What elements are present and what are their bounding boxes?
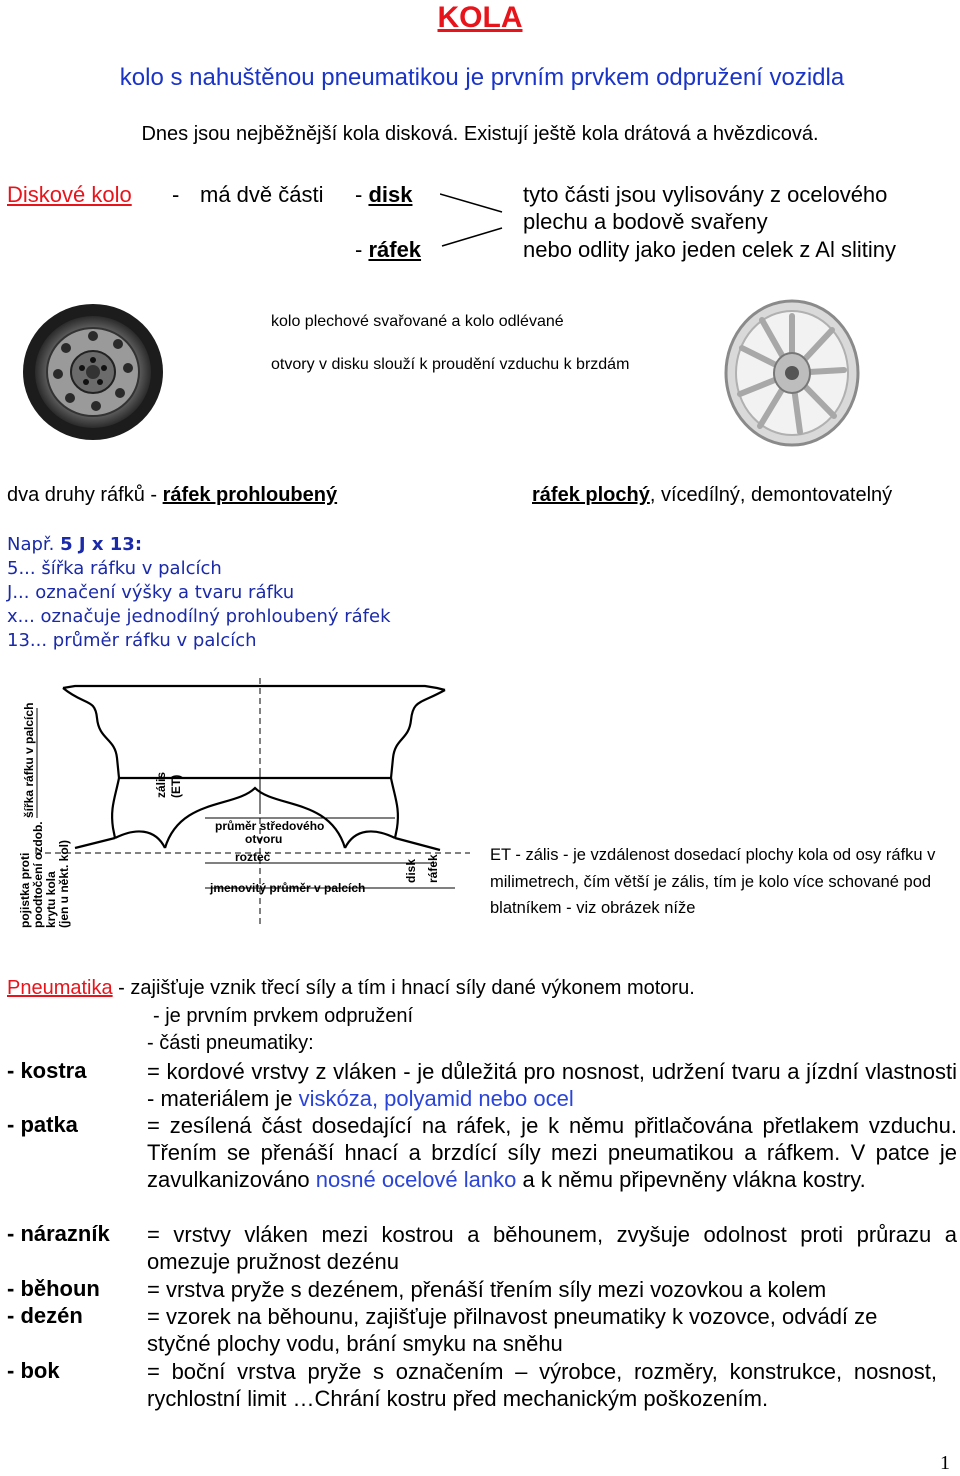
label-rafek: ráfek — [426, 854, 440, 883]
example-colon: : — [134, 534, 143, 555]
tyre-intro — [7, 976, 957, 1000]
rim-types-lead: dva druhy ráfků - — [7, 484, 163, 506]
part-label-naraznik: - nárazník — [7, 1221, 110, 1246]
part-def-behoun: = vrstva pryže s dezénem, přenáší třením síly mezi vozovkou a kolem — [147, 1277, 827, 1302]
label-safety-4: (jen u někt. kol) — [57, 839, 71, 928]
part-def-patka: = zesílená část dosedající na ráfek, je k němu přitlačována přetlakem vzduchu. Třením se přenáší hnací a brzdící síly mezi pneumatikou a ráfkem. V patce je zavulkanizováno nosné ocelové lanko a k němu připevněny vlákna kostry. — [147, 1113, 957, 1192]
page-title: KOLA — [437, 1, 523, 34]
tyre-line-3: - části pneumatiky: — [147, 1032, 314, 1054]
example-heading — [7, 533, 391, 557]
part-disk-label: disk — [368, 182, 413, 207]
example-line: x... označuje jednodílný prohloubený ráfek — [7, 606, 391, 627]
label-bolt-circle: rozteč — [235, 850, 271, 864]
steel-wheel-image — [18, 300, 168, 445]
example-line: J... označení výšky a tvaru ráfku — [7, 582, 295, 603]
example-line: 13... průměr ráfku v palcích — [7, 630, 257, 651]
example-lead: Např. — [7, 534, 61, 555]
part-def-kostra: = kordové vrstvy z vláken - je důležitá pro nosnost, udržení tvaru a jízdní vlastnosti - materiálem je viskóza, polyamid nebo ocel — [147, 1059, 957, 1111]
label-disk: disk — [404, 858, 418, 883]
part-label-behoun: - běhoun — [7, 1276, 100, 1301]
page-number: 1 — [940, 1452, 950, 1474]
tyre-line-1: - zajišťuje vznik třecí síly a tím i hnací síly dané výkonem motoru. — [112, 977, 695, 999]
disc-desc-3: nebo odlity jako jeden celek z Al slitiny — [523, 237, 896, 262]
label-safety-1: pojistka proti — [18, 852, 32, 928]
tyre-term: Pneumatika — [7, 977, 113, 999]
page-subtitle: kolo s nahuštěnou pneumatikou je prvním prvkem odpružení vozidla — [119, 64, 845, 91]
part-def-bok: = boční vrstva pryže s označením – výrobce, rozměry, konstrukce, nosnost, rychlostní limit …Chrání kostru před mechanickým poškozením. — [147, 1359, 937, 1411]
label-nominal-diameter: jmenovitý průměr v palcích — [210, 881, 366, 895]
label-safety-3: krytu kola — [44, 871, 58, 928]
intro-text: Dnes jsou nejběžnější kola disková. Existují ještě kola drátová a hvězdicová. — [141, 123, 819, 145]
connector-lines — [440, 192, 510, 252]
part-label-kostra: - kostra — [7, 1058, 87, 1083]
rim-type-flat-rest: , vícedílný, demontovatelný — [649, 484, 893, 506]
part-label-bok: - bok — [7, 1358, 60, 1383]
rim-type-deep: ráfek prohloubený — [162, 484, 338, 506]
disc-desc-1: tyto části jsou vylisovány z ocelového — [523, 182, 888, 207]
label-center-bore: průměr středového — [215, 819, 325, 833]
rim-type-flat: ráfek plochý — [532, 484, 650, 506]
part-rafek — [355, 236, 421, 263]
label-rim-width: šířka ráfku v palcích — [22, 702, 36, 818]
label-offset: zális — [154, 771, 168, 798]
alloy-wheel-image — [722, 298, 862, 448]
wheel-caption-1: kolo plechové svařované a kolo odlévané — [271, 313, 564, 330]
label-offset-et: (ET) — [169, 774, 183, 798]
rim-types-line — [7, 483, 337, 507]
tyre-line-2: - je prvním prvkem odpružení — [153, 1005, 414, 1027]
example-code: 5 J x 13 — [60, 534, 135, 555]
label-safety-2: poodtočení ozdob. — [31, 821, 45, 928]
part-rafek-label: ráfek — [368, 237, 422, 262]
part-def-naraznik: = vrstvy vláken mezi kostrou a běhounem, zvyšuje odolnost proti průrazu a omezuje pružnost dezénu — [147, 1222, 957, 1274]
part-def-dezen: = vzorek na běhounu, zajišťuje přilnavost pneumatiky k vozovce, odvádí ze styčné plochy vodu, brání smyku na sněhu — [147, 1304, 878, 1356]
part-rafek-prefix: - — [355, 237, 369, 262]
disc-desc-2: plechu a bodově svařeny — [523, 209, 768, 234]
part-label-dezen: - dezén — [7, 1303, 83, 1328]
part-disk — [355, 181, 412, 208]
disc-wheel-term — [7, 181, 132, 208]
rim-cross-section-diagram — [15, 678, 485, 933]
label-center-bore-2: otvoru — [245, 832, 283, 846]
part-label-patka: - patka — [7, 1112, 78, 1137]
example-line: 5... šířka ráfku v palcích — [7, 558, 222, 579]
et-note: ET - zális - je vzdálenost dosedací plochy kola od osy ráfku v milimetrech, čím větší je zális, tím je kolo více schované pod blatníkem - viz obrázek níže — [490, 846, 936, 917]
example-block — [7, 533, 391, 653]
wheel-caption-2: otvory v disku slouží k proudění vzduchu k brzdám — [271, 356, 630, 373]
rim-type-flat-line — [532, 483, 892, 507]
part-disk-prefix: - — [355, 182, 369, 207]
disc-wheel-parts-text: má dvě části — [200, 182, 324, 207]
disc-wheel-dash: - — [172, 182, 180, 207]
disc-wheel-label: Diskové kolo — [7, 182, 132, 207]
